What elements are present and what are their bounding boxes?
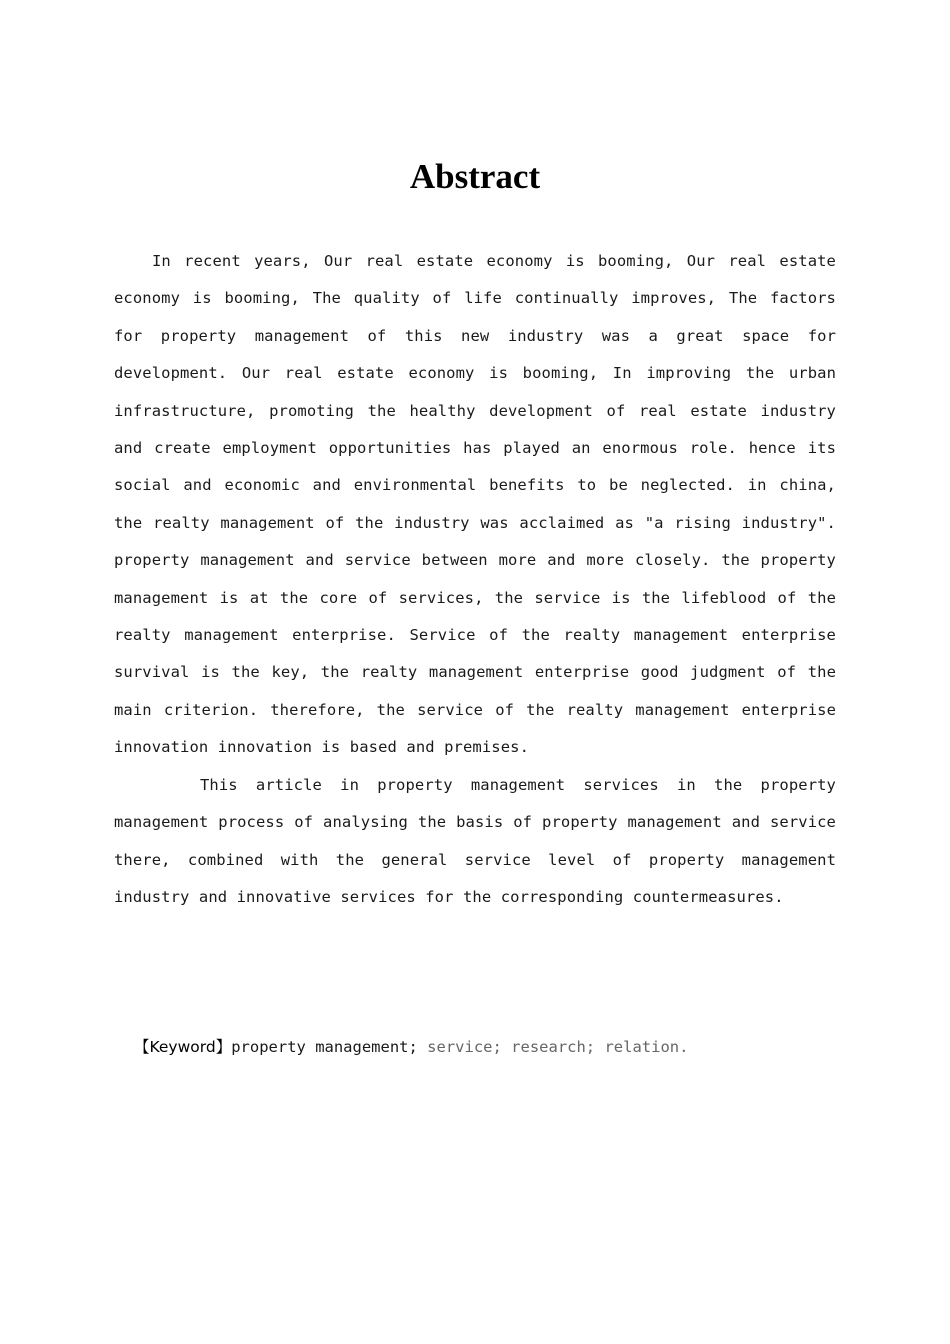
- abstract-paragraph-1: In recent years, Our real estate economy is booming, Our real estate economy is booming, The quality of life continually improves, The factors for property management of this new industry was a great space for development. Our real estate economy is booming, In improving the urban infrastructure, promoting the healthy development of real estate industry and create employment opportunities has played an enormous role. hence its social and economic and environmental benefits to be neglected. in china, the realty management of the industry was acclaimed as "a rising industry". property management and service between more and more closely. the property management is at the core of services, the service is the lifeblood of the realty management enterprise. Service of the realty management enterprise survival is the key, the realty management enterprise good judgment of the main criterion. therefore, the service of the realty management enterprise innovation innovation is based and premises.: [114, 252, 836, 757]
- abstract-paragraph-2: This article in property management services in the property management process of analysing the basis of property management and service there, combined with the general service level of property management industry and innovative services for the corresponding countermeasures.: [114, 775, 836, 906]
- keywords-label: 【Keyword】: [134, 1038, 232, 1056]
- keywords-line: [134, 1029, 688, 1066]
- keywords-rest: service; research; relation.: [427, 1038, 689, 1056]
- abstract-body: [114, 243, 836, 916]
- page-title: Abstract: [409, 157, 541, 196]
- keywords-first: property management;: [231, 1038, 428, 1056]
